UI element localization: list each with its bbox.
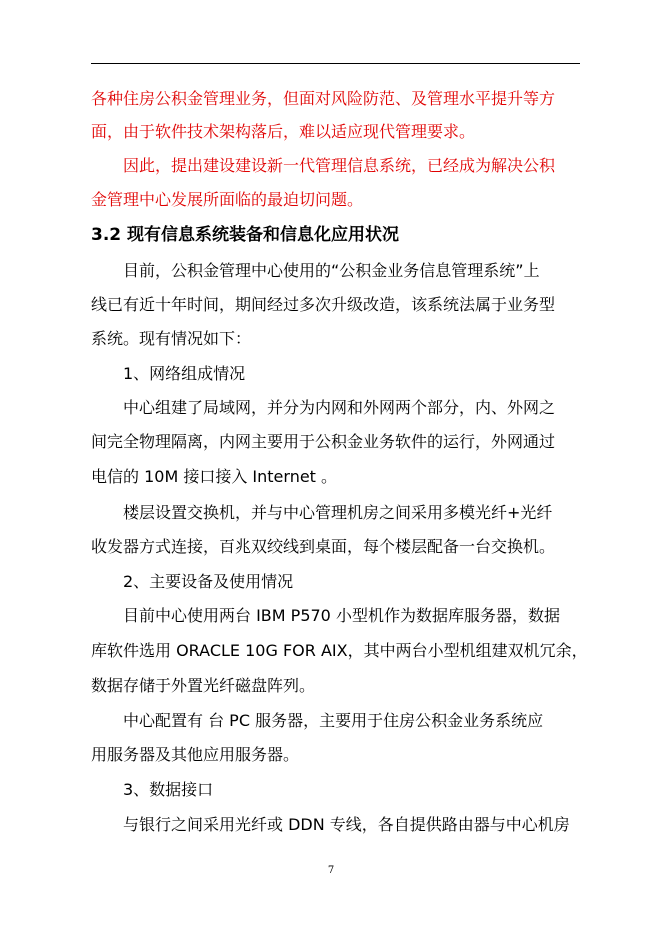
header-rule xyxy=(91,63,580,64)
body-line: 库软件选用 ORACLE 10G FOR AIX，其中两台小型机组建双机冗余， xyxy=(91,641,588,660)
page-number: 7 xyxy=(327,865,335,876)
body-line: 因此，提出建设建设新一代管理信息系统，已经成为解决公积 xyxy=(123,156,556,175)
subsection-title: 1、网络组成情况 xyxy=(123,364,246,383)
body-line: 中心组建了局域网，并分为内网和外网两个部分，内、外网之 xyxy=(123,398,556,417)
body-line: 面，由于软件技术架构落后，难以适应现代管理要求。 xyxy=(91,122,476,141)
section-heading: 3.2 现有信息系统装备和信息化应用状况 xyxy=(91,225,400,245)
body-line: 目前，公积金管理中心使用的“公积金业务信息管理系统”上 xyxy=(123,261,540,280)
body-line: 数据存储于外置光纤磁盘阵列。 xyxy=(91,676,316,695)
body-line: 中心配置有 台 PC 服务器，主要用于住房公积金业务系统应 xyxy=(123,711,544,730)
body-line: 用服务器及其他应用服务器。 xyxy=(91,745,300,764)
body-line: 线已有近十年时间，期间经过多次升级改造，该系统法属于业务型 xyxy=(91,295,556,314)
body-line: 金管理中心发展所面临的最迫切问题。 xyxy=(91,190,364,209)
body-line: 收发器方式连接，百兆双绞线到桌面，每个楼层配备一台交换机。 xyxy=(91,537,556,556)
body-line: 系统。现有情况如下： xyxy=(91,329,252,348)
body-line: 电信的 10M 接口接入 Internet 。 xyxy=(91,467,338,486)
body-line: 与银行之间采用光纤或 DDN 专线，各自提供路由器与中心机房 xyxy=(123,815,570,834)
body-line: 目前中心使用两台 IBM P570 小型机作为数据库服务器，数据 xyxy=(123,606,560,625)
subsection-title: 2、主要设备及使用情况 xyxy=(123,572,294,591)
subsection-title: 3、数据接口 xyxy=(123,780,214,799)
body-line: 各种住房公积金管理业务，但面对风险防范、及管理水平提升等方 xyxy=(91,89,556,108)
body-line: 楼层设置交换机，并与中心管理机房之间采用多模光纤+光纤 xyxy=(123,503,553,522)
body-line: 间完全物理隔离，内网主要用于公积金业务软件的运行，外网通过 xyxy=(91,432,556,451)
